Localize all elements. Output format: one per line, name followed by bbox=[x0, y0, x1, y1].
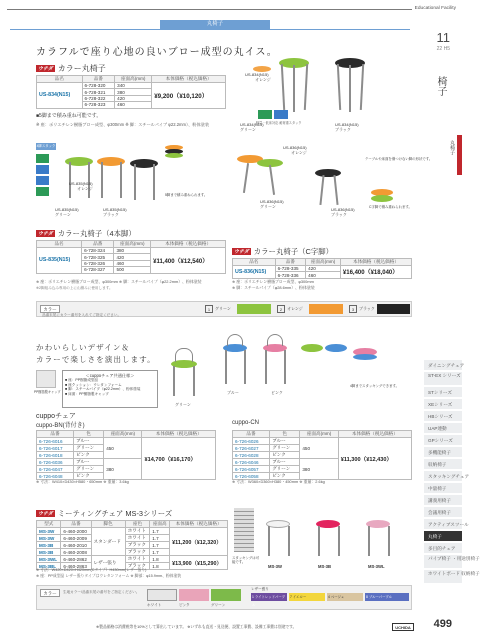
badge2-green2 bbox=[36, 187, 49, 196]
badge2-blue2 bbox=[36, 176, 49, 185]
swatch2-pink bbox=[179, 589, 209, 601]
cuppo-cn-title: cuppo-CN bbox=[232, 420, 260, 426]
section-sub: 22 H5 bbox=[436, 46, 450, 52]
sidebar-item-17[interactable]: ホワイトボード 収納椅子 bbox=[424, 570, 462, 584]
side-sub-label: 丸椅子 bbox=[449, 140, 455, 155]
color-num-1: 1 bbox=[205, 305, 213, 313]
product3-price: ¥16,400（¥18,040） bbox=[340, 266, 411, 279]
product3-note: ※ 座：ポリエチレン樹脂ブロー成型、φ300mm bbox=[232, 279, 314, 284]
sidebar-item-8[interactable]: 収納椅子 bbox=[424, 459, 462, 470]
cap-label: PP樹脂製キャップ bbox=[34, 390, 61, 394]
sidebar-item-0[interactable]: ダイニングチェア bbox=[424, 360, 462, 371]
sidebar-item-2[interactable]: STシリーズ bbox=[424, 387, 462, 398]
color-name-3: ブラック bbox=[359, 306, 375, 311]
product2-table: 品名 品番 座面高(mm) 本体価格（税込価格） US-835(N15) 6-728-324 380 ¥11,400（¥12,540） 6-728-325 420 6-728-326 460 6-728-327 500 bbox=[36, 240, 226, 274]
ms3-table: 型式 品番 脚色 座色 座面高 本体価格（税込価格） MS-3W 6-460-2000 スタンダード ホワイト 1.7 ¥11,200（¥12,320） MS-3W 6-460-2009 ホワイト 1.7 MS-3B 6-460-2010 ブラック 1.7 MS-3B 6-460-2008 ブラック 1.7 MS-3WL 6-460-2862 レザー張り ホワイト 1.8 ¥13,900（¥15,290） MS-3BL 6-460-2863 ブラック 1.8 bbox=[36, 520, 228, 570]
color-bar-2 bbox=[36, 585, 412, 610]
catch2-line2: カラーで楽しさを演出します。 bbox=[36, 355, 156, 364]
badge2-blue bbox=[36, 165, 49, 174]
sidebar-item-3[interactable]: XEシリーズ bbox=[424, 399, 462, 410]
color-bar-1 bbox=[36, 301, 412, 317]
swatch-black bbox=[377, 304, 410, 314]
facility-label: Educational Facility bbox=[414, 6, 456, 11]
product2-title bbox=[36, 228, 136, 239]
footer-note: ※製品価格は消費税等を10%として算出しています。 ※いずれも直送・見送便、設置工事費、設備工事費は別途です。 bbox=[96, 625, 297, 629]
sidebar-item-9[interactable]: スタッキングチェア bbox=[424, 471, 462, 482]
brand-logo: ウチダ bbox=[38, 66, 53, 72]
band-rule bbox=[10, 29, 410, 30]
uchida-logo: UCHIDA bbox=[392, 623, 414, 631]
leather-swatch-3: 4 ベージュ bbox=[327, 593, 363, 601]
catch-headline: カラフルで座り心地の良いブロー成型の丸イス。 bbox=[36, 47, 278, 58]
color-num-3: 3 bbox=[349, 305, 357, 313]
cap-photo bbox=[36, 370, 56, 388]
cuppo-bn-subtitle: cuppo-BN(背付き) bbox=[36, 423, 85, 429]
sidebar-item-13[interactable]: アクティブスツール bbox=[424, 519, 462, 530]
page-number: 499 bbox=[433, 618, 452, 630]
product1-images: US-834(N15) オレンジ US-834(N15) グリーン US-834(N15) ブラック bbox=[235, 58, 410, 138]
product3-code: US-836(N15) bbox=[233, 266, 276, 279]
swatch2-white bbox=[147, 589, 177, 601]
color-num-2: 2 bbox=[277, 305, 285, 313]
sidebar-item-15[interactable]: 多目的チェア bbox=[424, 543, 462, 554]
product2-code: US-835(N15) bbox=[37, 248, 82, 274]
product1-title bbox=[36, 63, 106, 74]
cuppo-cn-note: ※ 寸法：W360×D360×H380・450mm ※ 重量：2.6kg bbox=[232, 479, 325, 484]
swatch-green bbox=[237, 304, 271, 314]
swatch2-green bbox=[211, 589, 241, 601]
cuppo-cn-price: ¥11,300（¥12,430） bbox=[338, 438, 411, 480]
badge-labels: 軽量・低床対応 耐荷重スタック bbox=[256, 121, 302, 125]
side-red-mark bbox=[457, 135, 462, 175]
sidebar-item-1[interactable]: ST-EX シリーズ bbox=[424, 372, 462, 386]
leather-swatch-4: 8 ブルーパープル bbox=[365, 593, 409, 601]
sidebar-item-4[interactable]: HBシリーズ bbox=[424, 411, 462, 422]
sidebar-item-active[interactable]: 丸椅子 bbox=[424, 531, 462, 542]
cuppo-bn-table: 品番 色 座面高(mm) 本体価格（税込価格） 6-726-6016 ブルー 450 ¥14,700（¥16,170） 6-726-6017 グリーン 6-726-6018 ピンク 6-726-6036 ブルー 380 6-726-6047 グリーン 6-726-6048 ピンク bbox=[36, 430, 216, 480]
brand-logo-3: ウチダ bbox=[234, 249, 249, 255]
product2-name: カラー丸椅子（4本脚） bbox=[57, 229, 136, 238]
leather-swatch-1: 1 ライトレッドパープル bbox=[252, 595, 285, 607]
product1-note1: ■5脚まで積み重ね可能です。 bbox=[36, 113, 102, 119]
ms3-price-plain: ¥11,200（¥12,320） bbox=[170, 528, 228, 556]
color-name-2: オレンジ bbox=[287, 306, 303, 311]
ms3-name: ミーティングチェア MS-3シリーズ bbox=[57, 509, 173, 518]
cuppo-bn-note: ※ 寸法：W410×D430×H580・650mm ※ 重量：3.6kg bbox=[36, 479, 129, 484]
sidebar-item-12[interactable]: 会議用椅子 bbox=[424, 507, 462, 518]
product2-note: ※ 座：ポリエチレン樹脂ブロー成型、φ300mm ※ 脚：スチールパイプ（φ22.2mm）、粉体塗装 bbox=[36, 279, 202, 284]
color2-name-1: ホワイト bbox=[147, 603, 162, 607]
stack-badge: 4脚スタック bbox=[36, 144, 56, 148]
ms3-note1: ※ 寸法：W420×D420×H420mm(Cタイプ）H430mm(レザー張り) bbox=[36, 568, 147, 572]
leather-swatch-2: 7 イエロー bbox=[289, 593, 325, 601]
product1-code: US-834(N15) bbox=[37, 83, 83, 109]
color-label: カラー bbox=[40, 305, 60, 313]
color2-note: 生地カラー/品番末尾の番号をご指定ください。 bbox=[63, 590, 140, 594]
sidebar-item-5[interactable]: UAP連動 bbox=[424, 423, 462, 434]
product1-table: 品名 品番 座面高(mm) 本体価格（税込価格） US-834(N15) 6-728-320 340 ¥9,200（¥10,120） 6-728-321 380 6-728-322 420 6-728-323 460 bbox=[36, 75, 226, 109]
product3-table: 品名 品番 座面高(mm) 本体価格（税込価格） US-836(N15) 6-728-335 420 ¥16,400（¥18,040） 6-728-336 460 bbox=[232, 258, 412, 279]
product2-images: 5脚まで積み重ねられます。 US-835(N15) グリーン US-835(N15) ブラック US-835(N15) オレンジ bbox=[55, 145, 185, 220]
product1-note2: ※ 座：ポリエチレン樹脂ブロー成型、φ300mm ※ 脚：スチールパイプ φ22.2mm）、粉体塗装 bbox=[36, 122, 210, 127]
top-rule bbox=[7, 9, 412, 10]
ms3-note2: ※ 座：PP成型品 レザー張りタイプはウレタンフォーム ※ 脚部：φ15.9mm、粉体塗装 bbox=[36, 574, 182, 578]
product3-images: US-836(N15) オレンジ テーブルや床面を傷つけない脚の形状です。 US-836(N15) グリーン US-836(N15) ブラック C字脚で積み重ねられます。 bbox=[235, 145, 413, 220]
sidebar-item-6[interactable]: GPシリーズ bbox=[424, 435, 462, 446]
cuppo-bn-price: ¥14,700（¥16,170） bbox=[142, 438, 216, 480]
section-title: 椅子 bbox=[435, 76, 446, 96]
product3-title bbox=[232, 246, 333, 257]
badge2-green bbox=[36, 154, 49, 163]
catch2-line1: かわいらしいデザイン＆ bbox=[36, 343, 130, 352]
ms3-price-leather: ¥13,900（¥15,290） bbox=[170, 556, 228, 570]
cuppo-images: グリーン ブルー ピンク 4脚までスタッキングできます。 bbox=[165, 340, 410, 412]
cuppo-title: cuppoチェア bbox=[36, 413, 76, 420]
color2-name-2: ピンク bbox=[179, 603, 190, 607]
color2-name-3: グリーン bbox=[211, 603, 226, 607]
leather-label: レザー張り bbox=[251, 587, 269, 591]
product1-name: カラー丸椅子 bbox=[57, 64, 106, 73]
sidebar-item-10[interactable]: 中量椅子 bbox=[424, 483, 462, 494]
swatch-orange bbox=[309, 304, 343, 314]
brand-logo-4: ウチダ bbox=[38, 511, 53, 517]
product3-note2: ※ 脚：スチールパイプ（φ28.6mm）、粉体塗装 bbox=[232, 285, 315, 290]
brand-logo-2: ウチダ bbox=[38, 231, 53, 237]
ms3-images: スタッキングは可能です。 MS-3W MS-3B MS-3WL bbox=[232, 508, 412, 574]
ms3-title bbox=[36, 508, 172, 519]
cuppo-cn-table: 品番 色 座面高(mm) 本体価格（税込価格） 6-726-6026 ブルー 450 ¥11,300（¥12,430） 6-726-6027 グリーン 6-726-6028 ピンク 6-726-6046 ブルー 380 6-726-6057 グリーン 6-726-6058 ピンク bbox=[232, 430, 412, 480]
color2-label: カラー bbox=[40, 589, 60, 597]
product2-note2: ※2脚組み込み専用の上に山積みに使用します。 bbox=[36, 286, 113, 290]
product1-price: ¥9,200（¥10,120） bbox=[152, 83, 226, 109]
sidebar-item-7[interactable]: 多機能椅子 bbox=[424, 447, 462, 458]
product2-price: ¥11,400（¥12,540） bbox=[151, 248, 226, 274]
product3-name: カラー丸椅子（C字脚） bbox=[253, 247, 334, 256]
cuppo-common-spec: ＜cuppoチェア共通仕様＞ ■ 座：PP樹脂成型品 ■ 座クッション：ウレタンフォーム ■ 脚：スチールパイプ（φ22.2mm）、粉体塗装 ■ 床面：PP樹脂製キャップ bbox=[62, 370, 158, 408]
badge-green bbox=[258, 110, 272, 119]
color-note-visible: 品番末尾にカラー番号を入れてご指定ください。 bbox=[42, 313, 122, 317]
sidebar-item-16[interactable]: パイプ椅子 ・用途別椅子 bbox=[424, 555, 462, 569]
section-number: 11 bbox=[436, 30, 450, 45]
category-band: 丸椅子 bbox=[160, 20, 270, 29]
sidebar-item-11[interactable]: 講義用椅子 bbox=[424, 495, 462, 506]
color-name-1: グリーン bbox=[215, 306, 231, 311]
badge-blue bbox=[274, 110, 288, 119]
